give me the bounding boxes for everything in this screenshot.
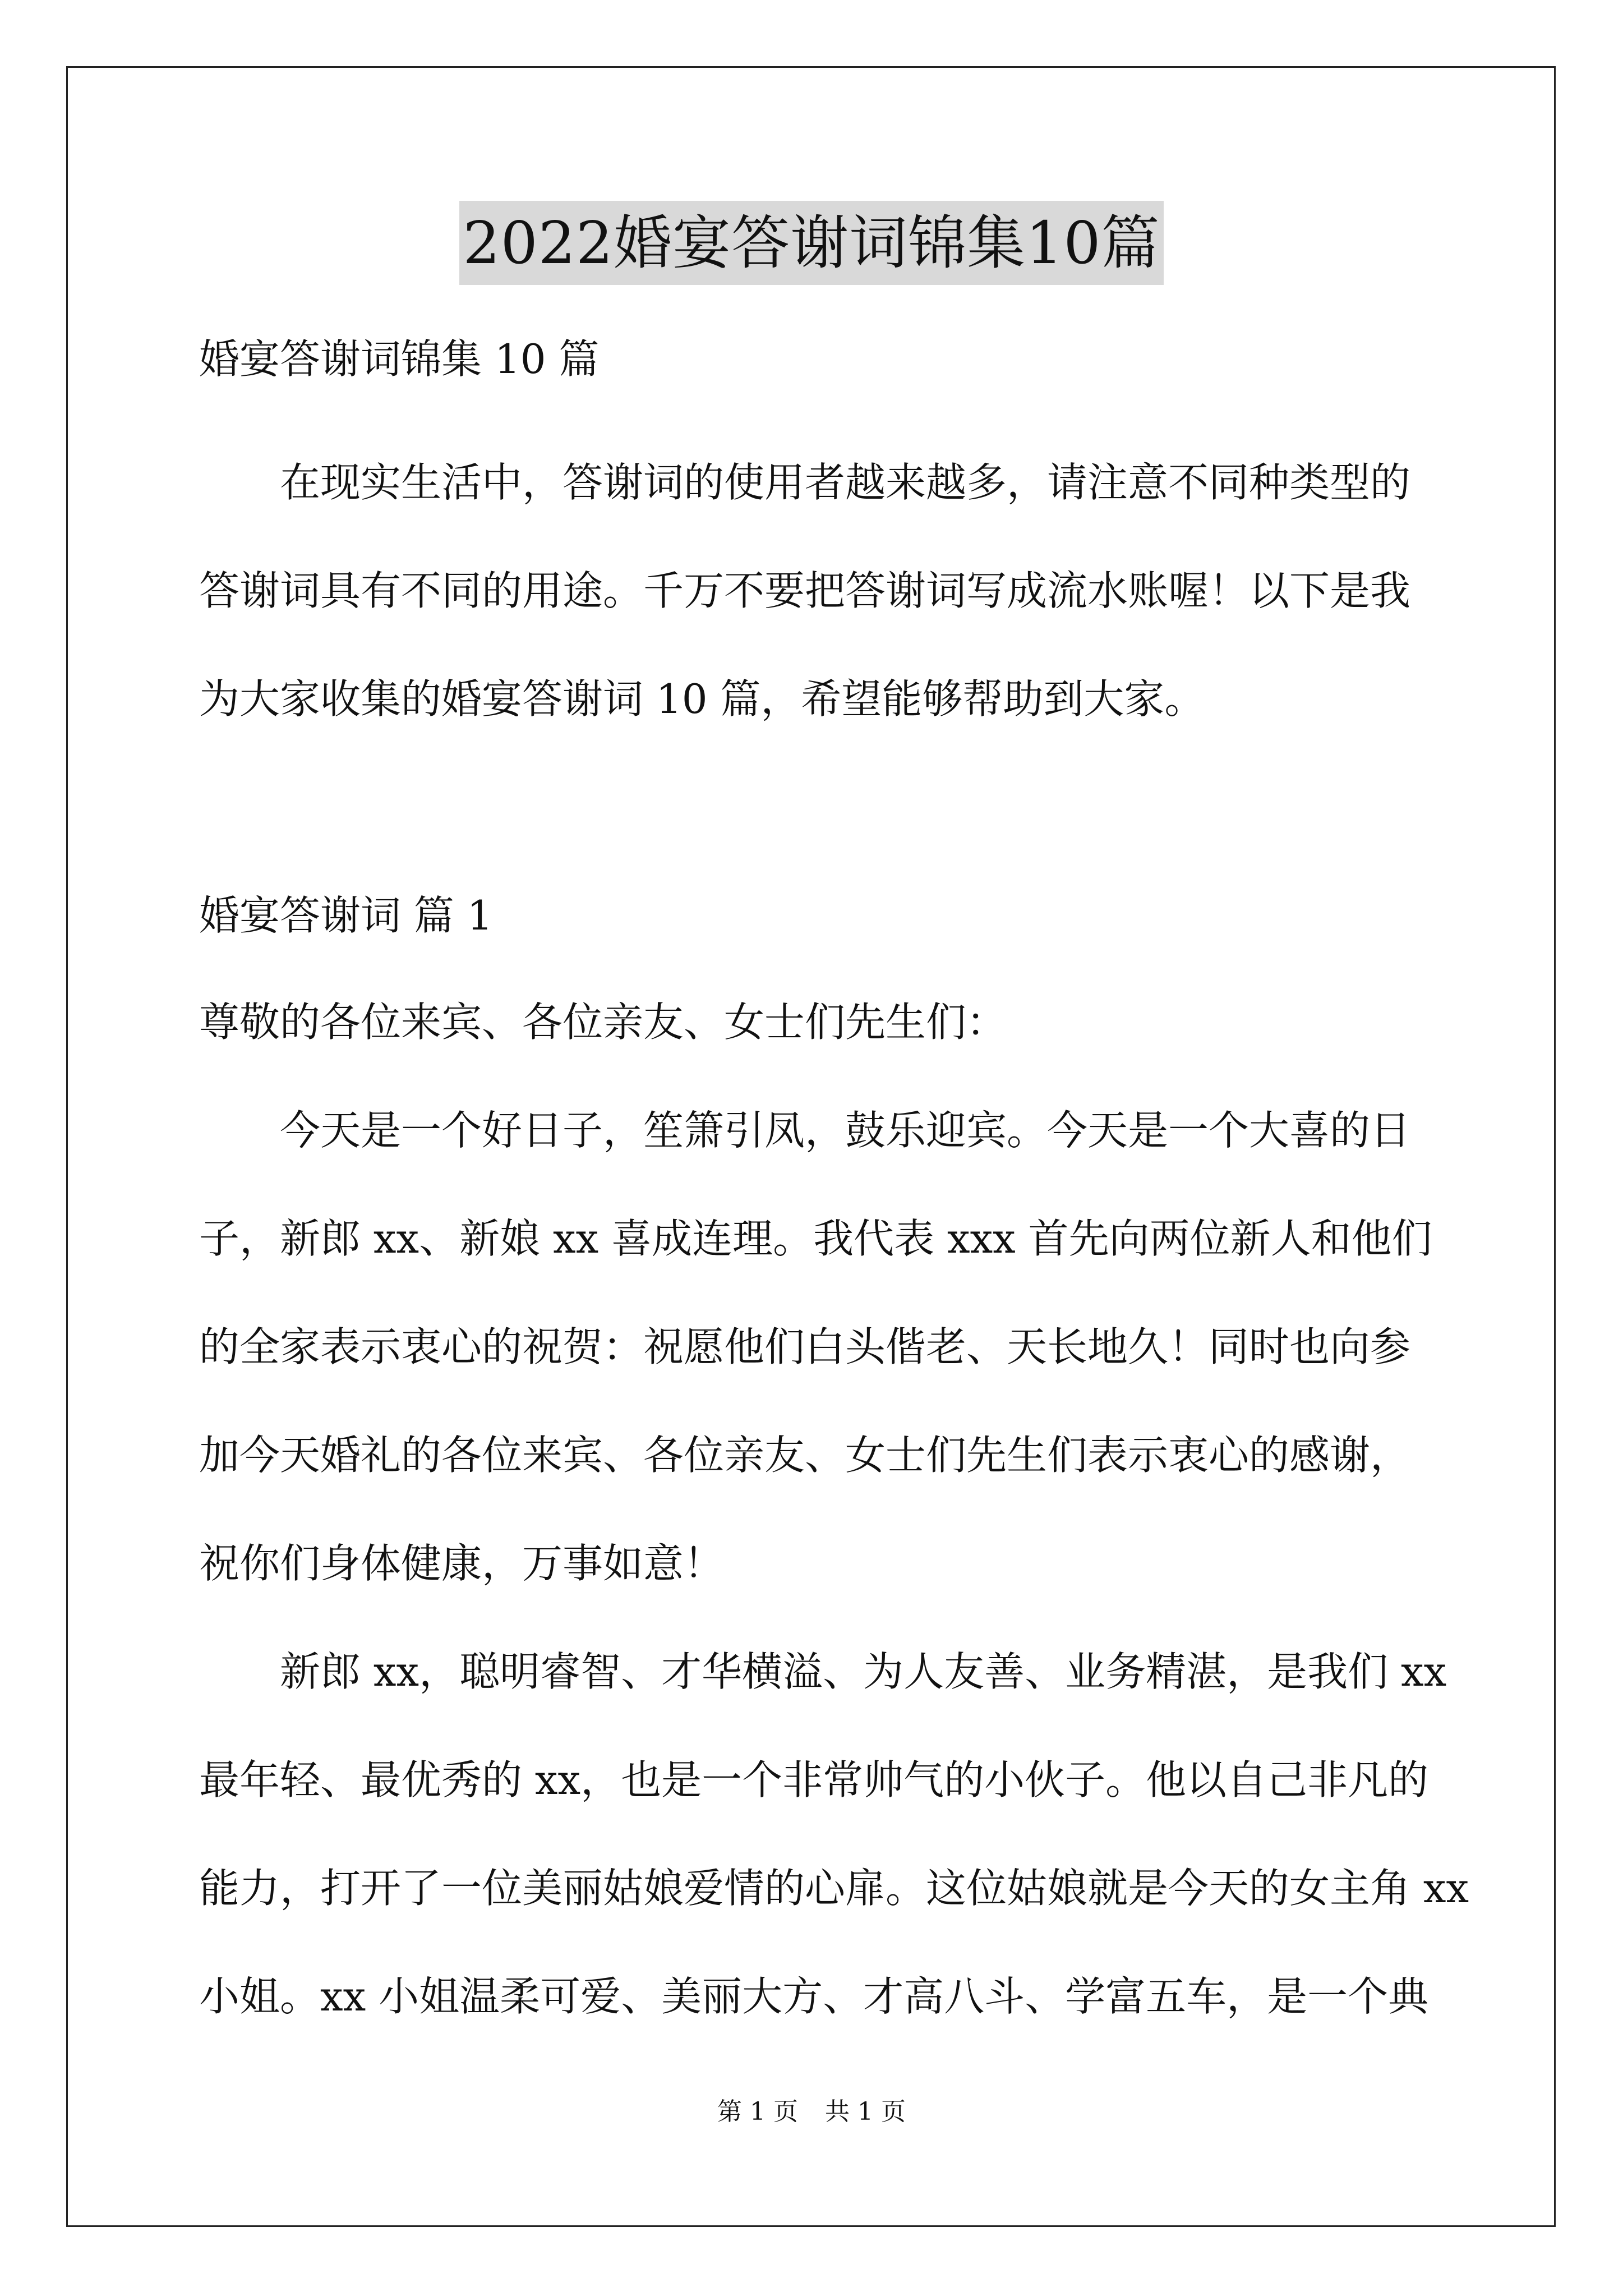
paragraph-line-7: 加今天婚礼的各位来宾、各位亲友、女士们先生们表示衷心的感谢， bbox=[199, 1432, 1411, 1479]
section-heading: 婚宴答谢词 篇 1 bbox=[199, 892, 493, 939]
paragraph-line-11: 能力，打开了一位美丽姑娘爱情的心扉。这位姑娘就是今天的女主角 xx bbox=[199, 1865, 1469, 1912]
page-total: 共 1 页 bbox=[825, 2097, 906, 2126]
paragraph-line-4: 今天是一个好日子，笙箫引凤，鼓乐迎宾。今天是一个大喜的日 bbox=[199, 1107, 1411, 1154]
page-number: 第 1 页 bbox=[717, 2097, 798, 2126]
paragraph-line-8: 祝你们身体健康，万事如意！ bbox=[199, 1540, 725, 1587]
paragraph-line-9: 新郎 xx，聪明睿智、才华横溢、为人友善、业务精湛，是我们 xx bbox=[199, 1648, 1447, 1695]
document-title: 2022婚宴答谢词锦集10篇 bbox=[459, 201, 1163, 285]
paragraph-line-3: 为大家收集的婚宴答谢词 10 篇，希望能够帮助到大家。 bbox=[199, 675, 1205, 723]
paragraph-line-6: 的全家表示衷心的祝贺：祝愿他们白头偕老、天长地久！同时也向参 bbox=[199, 1323, 1411, 1370]
title-wrap bbox=[0, 201, 1623, 285]
paragraph-line-5: 子，新郎 xx、新娘 xx 喜成连理。我代表 xxx 首先向两位新人和他们 bbox=[199, 1215, 1432, 1262]
paragraph-line-10: 最年轻、最优秀的 xx，也是一个非常帅气的小伙子。他以自己非凡的 bbox=[199, 1756, 1429, 1803]
paragraph-line-12: 小姐。xx 小姐温柔可爱、美丽大方、才高八斗、学富五车，是一个典 bbox=[199, 1973, 1429, 2020]
paragraph-line-1: 在现实生活中，答谢词的使用者越来越多，请注意不同种类型的 bbox=[199, 459, 1411, 506]
page-footer bbox=[0, 2095, 1623, 2129]
subtitle-line: 婚宴答谢词锦集 10 篇 bbox=[199, 335, 600, 383]
salutation-line: 尊敬的各位来宾、各位亲友、女士们先生们： bbox=[199, 999, 1007, 1046]
paragraph-line-2: 答谢词具有不同的用途。千万不要把答谢词写成流水账喔！以下是我 bbox=[199, 567, 1411, 614]
